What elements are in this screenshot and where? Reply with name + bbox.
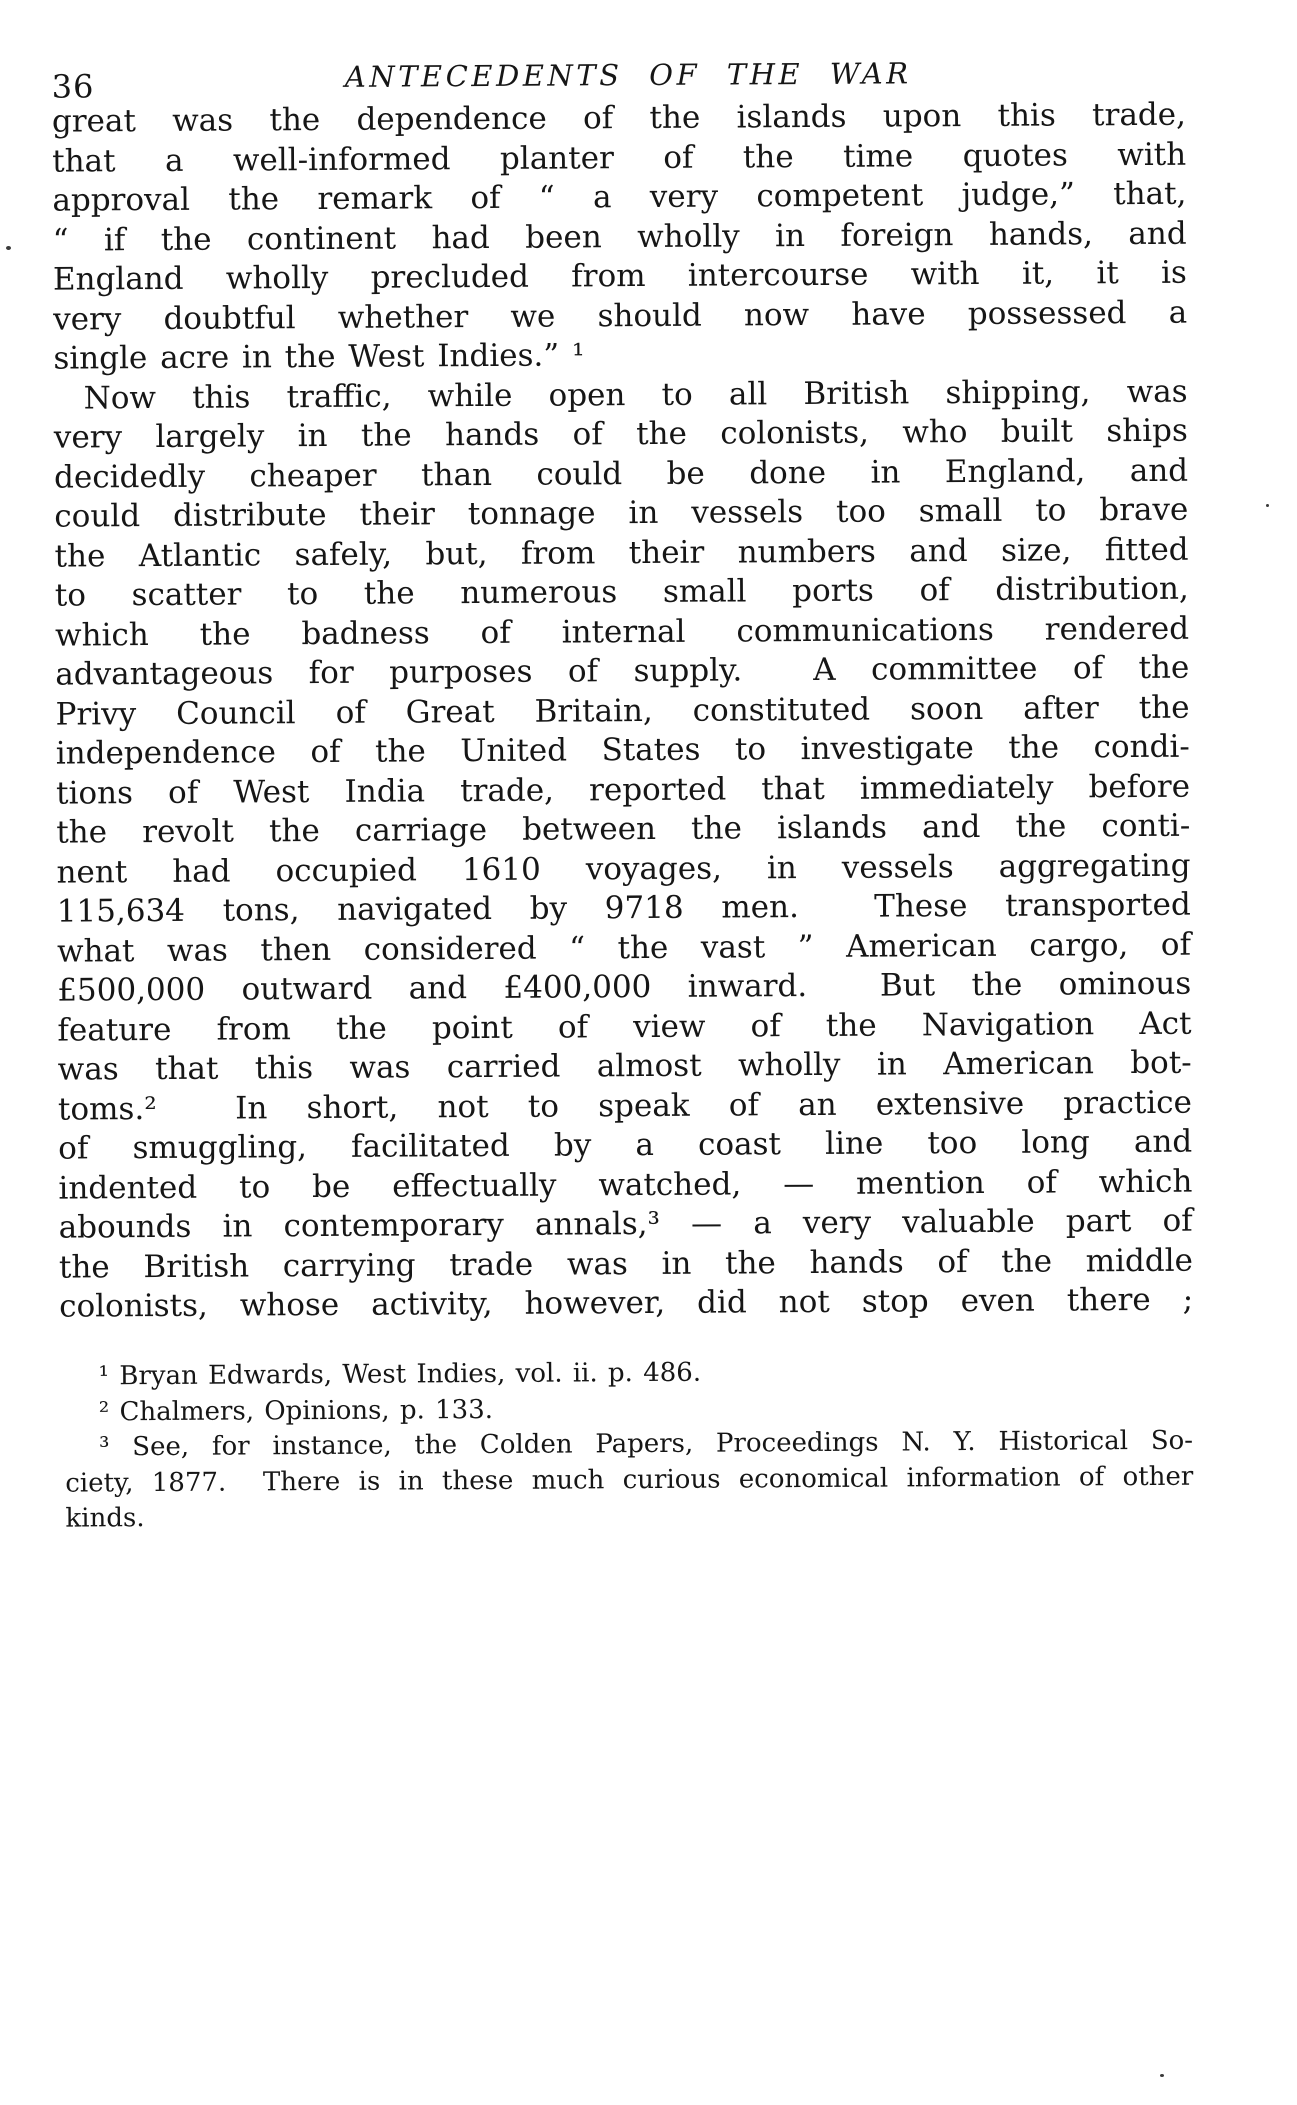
scan-artifact (6, 246, 11, 250)
text-line: very largely in the hands of the colonists, who built ships (53, 412, 1188, 456)
text-line: the Atlantic safely, but, from their numbers and size, fitted (54, 531, 1189, 575)
text-line: indented to be effectually watched, — mention of which (58, 1163, 1193, 1207)
text-line: of smuggling, facilitated by a coast line too long and (58, 1123, 1193, 1167)
footnote-line: ² Chalmers, Opinions, p. 133. (98, 1394, 494, 1427)
text-line: toms.² In short, not to speak of an extensive practice (57, 1084, 1193, 1128)
text-line: the revolt the carriage between the islands and the conti- (56, 807, 1191, 851)
text-line: to scatter to the numerous small ports of distribution, (54, 570, 1189, 614)
text-line: £500,000 outward and £400,000 inward. But the ominous (57, 965, 1192, 1009)
text-line: “ if the continent had been wholly in foreign hands, and (52, 215, 1187, 259)
text-line: single acre in the West Indies.” ¹ (53, 337, 585, 377)
footnotes (65, 1353, 1194, 1537)
footnote-line: kinds. (65, 1503, 145, 1534)
text-line: decidedly cheaper than could be done in England, and (54, 452, 1189, 496)
text-line: could distribute their tonnage in vessels too small to brave (54, 491, 1189, 535)
scan-artifact (1160, 2074, 1164, 2077)
text-line: 115,634 tons, navigated by 9718 men. These transported (56, 886, 1191, 930)
footnote-line: ciety, 1877. There is in these much curious economical information of other (65, 1461, 1194, 1499)
body-text (52, 96, 1193, 1327)
text-line: the British carrying trade was in the hands of the middle (58, 1242, 1194, 1286)
scan-artifact (1266, 504, 1269, 507)
text-line: approval the remark of “ a very competent judge,” that, (52, 175, 1187, 219)
text-line: advantageous for purposes of supply. A committee of the (55, 649, 1190, 693)
text-line: great was the dependence of the islands upon this trade, (51, 96, 1187, 140)
text-line: Now this traffic, while open to all British shipping, was (83, 373, 1188, 416)
text-line: nent had occupied 1610 voyages, in vessels aggregating (56, 847, 1191, 891)
footnote-line: ¹ Bryan Edwards, West Indies, vol. ii. p. 486. (98, 1357, 702, 1392)
text-line: independence of the United States to investigate the condi- (55, 728, 1190, 772)
page-number: 36 (51, 67, 95, 106)
text-line: Privy Council of Great Britain, constituted soon after the (55, 689, 1190, 733)
text-line: England wholly precluded from intercourse with it, it is (52, 254, 1187, 298)
text-line: which the badness of internal communications rendered (54, 610, 1190, 654)
text-line: feature from the point of view of the Navigation Act (57, 1005, 1192, 1049)
text-line: was that this was carried almost wholly in American bot- (57, 1044, 1192, 1088)
text-line: tions of West India trade, reported that immediately before (55, 768, 1191, 812)
text-line: colonists, whose activity, however, did not stop even there ; (59, 1281, 1194, 1325)
text-line: very doubtful whether we should now have possessed a (53, 294, 1188, 338)
text-line: what was then considered “ the vast ” American cargo, of (56, 926, 1192, 970)
footnote-line: ³ See, for instance, the Colden Papers, Proceedings N. Y. Historical So- (98, 1425, 1194, 1463)
text-line: abounds in contemporary annals,³ — a very valuable part of (58, 1202, 1193, 1246)
text-line: that a well-informed planter of the time quotes with (52, 136, 1187, 180)
running-head: ANTECEDENTS OF THE WAR (344, 56, 912, 94)
